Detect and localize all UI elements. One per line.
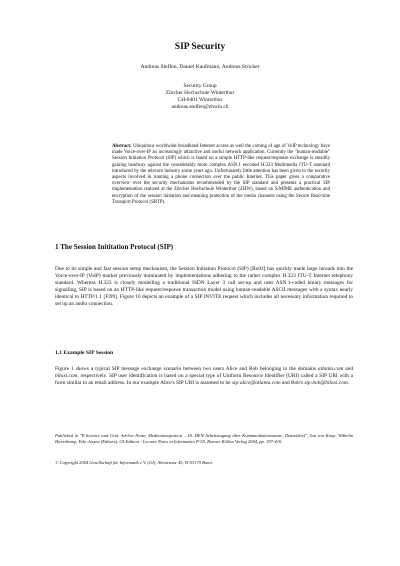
abstract xyxy=(112,144,330,206)
sip-uri-bob: sip:bob@biloxi.com xyxy=(304,380,348,387)
text-run: , respectively. SIP user identification is based on a special type of Uniform Resource Identifier (URI) called a SIP URI with a form similar to an email address. In our example Alice's SIP URI is assumed to be xyxy=(55,373,353,387)
affiliation-city: CH-8401 Winterthur xyxy=(177,97,223,103)
abstract-text: Ubiquitous worldwide broadband Internet access as well the coming of age of VoIP technology have made Voice-over-IP an increasingly attractive and useful network application. Currently the "human-readable" Session Initiation Protocol (SIP) which is based on a simple HTTP-like request/response exchange is steadily gaining headway against the considerably more complex ASN.1 encoded H.323 Multimedia ITU-T standard introduced by the telecom industry some years ago. Unfortunately little attention has been given to the security aspects involved in running a phone connection over the public Internet. This paper gives a comparative overview over the security mechanisms recommended by the SIP standard and presents a practical SIP implementation realized at the Zürcher Hochschule Winterthur (ZHW), based on S/MIME authentication and encryption of the session initiation and meaning protection of the media channels using the Secure Real-time Transport Protocol (SRTP). xyxy=(112,144,330,205)
copyright-note: © Copyright 2004 Gesellschaft für Informatik e.V. (GI), Ahrstrasse 45, D-53175 Bonn. xyxy=(55,460,213,465)
text-run: Figure 1 shows a typical SIP message exchange scenario between two users Alice and Bob belonging to the domains xyxy=(55,366,318,372)
sip-uri-alice: sip:alice@atlanta.com xyxy=(231,380,281,387)
affiliation-school: Zürcher Hochschule Winterthur xyxy=(165,90,235,96)
abstract-label: Abstract: xyxy=(112,144,132,149)
publication-note: Published in "E-Science und Grid, Ad-hoc-Netze, Medienintegration – 18. DFN-Arbeitstagung über Kommunikationsnetze, Düsseldorf", Jan von Knop, Wilhelm Haverkamp, Eike Jessen (Editors), GI-Edition - Lecture Notes in Informatics P-55, Bonner Köllen Verlag 2004, pp. 397-410. xyxy=(55,433,353,445)
paper-title: SIP Security xyxy=(174,42,226,52)
subsection-heading: 1.1 Example SIP Session xyxy=(55,350,114,356)
section-paragraph: Due to its simple and fast session setup mechanism, the Session Initiation Protocol (SIP) [Ro02] has quickly made large inroads into the Voice-over-IP (VoIP) market previously dominated by implementations adhering to the rather complex H.323 ITU-T Internet telephony standard. Whereas H.323 is closely modelling a traditional ISDN Layer 3 call set-up and uses ASN.1-coded binary messages for signalling, SIP is based on an HTTP-like request/response transaction model using human-readable ASCII messages with a syntax nearly identical to HTTP/1.1 [Fi99]. Figure 10 depicts an example of a SIP INVITE request which includes all necessary information required to set up an audio connection. xyxy=(55,266,353,308)
author-list: Andreas Steffen, Daniel Kaufmann, Andreas Stricker xyxy=(140,64,260,70)
affiliation-block xyxy=(0,83,400,111)
domain-biloxi: biloxi.com xyxy=(55,373,78,380)
section-heading: 1 The Session Inititation Protocol (SIP) xyxy=(55,243,174,251)
text-run: and Bob's xyxy=(280,380,305,387)
text-run: . xyxy=(347,380,350,387)
affiliation-email: andreas.steffen@zhwin.ch xyxy=(171,104,229,110)
domain-atlanta: atlanta.com xyxy=(317,366,344,372)
subsection-paragraph xyxy=(55,366,353,387)
text-run: and xyxy=(343,366,353,372)
affiliation-group: Security Group xyxy=(183,83,217,89)
